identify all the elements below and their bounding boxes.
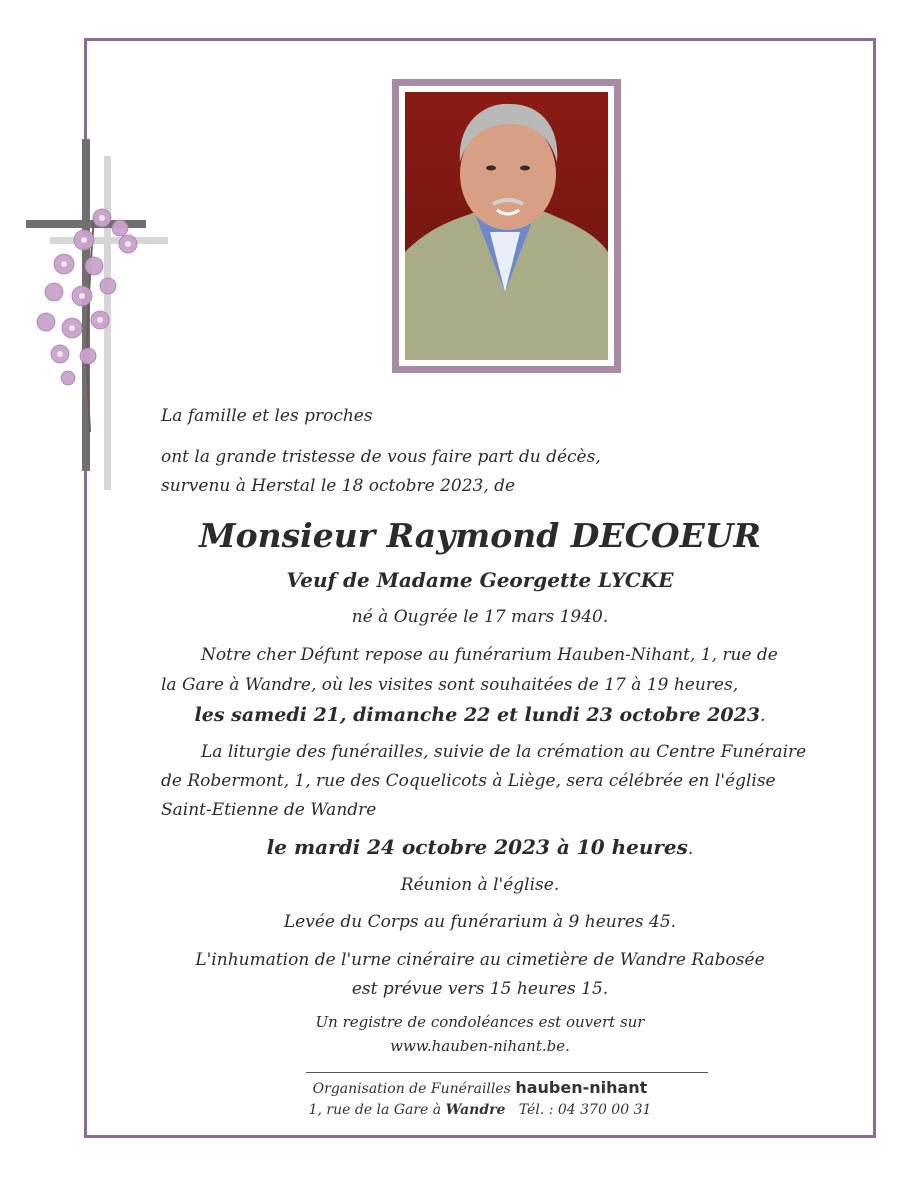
footer-phone: Tél. : 04 370 00 31 xyxy=(518,1102,652,1118)
reunion-info: Réunion à l'église. xyxy=(400,875,560,895)
ceremony-line-1: La liturgie des funérailles, suivie de la crémation au Centre Funéraire xyxy=(201,742,807,762)
visitation-line-2: la Gare à Wandre, où les visites sont souhaitées de 17 à 19 heures, xyxy=(161,675,739,695)
visitation-dates-line: les samedi 21, dimanche 22 et lundi 23 octobre 2023. xyxy=(194,704,766,726)
footer-address-line: 1, rue de la Gare à Wandre Tél. : 04 370 00 31 xyxy=(308,1102,652,1118)
levee-info: Levée du Corps au funérarium à 9 heures 45. xyxy=(283,912,677,932)
cross-with-orchids-icon xyxy=(24,136,174,496)
birth-info: né à Ougrée le 17 mars 1940. xyxy=(351,607,609,627)
ceremony-date-line: le mardi 24 octobre 2023 à 10 heures. xyxy=(266,835,694,859)
widow-of: Veuf de Madame Georgette LYCKE xyxy=(286,568,674,592)
ceremony-date: le mardi 24 octobre 2023 à 10 heures xyxy=(266,835,688,859)
portrait-frame xyxy=(392,79,621,373)
ceremony-line-2: de Robermont, 1, rue des Coquelicots à Liège, sera célébrée en l'église xyxy=(161,771,776,791)
registry-line: Un registre de condoléances est ouvert sur xyxy=(315,1013,645,1031)
portrait-photo xyxy=(405,92,608,360)
footer-divider xyxy=(306,1072,708,1073)
inhumation-line-2: est prévue vers 15 heures 15. xyxy=(351,979,609,999)
brand-logo: hauben-nihant xyxy=(515,1078,648,1097)
visitation-dates: les samedi 21, dimanche 22 et lundi 23 octobre 2023 xyxy=(194,704,761,726)
registry-url[interactable]: www.hauben-nihant.be. xyxy=(390,1037,570,1055)
intro-line-3: survenu à Herstal le 18 octobre 2023, de xyxy=(161,476,516,496)
visitation-line-1: Notre cher Défunt repose au funérarium Hauben-Nihant, 1, rue de xyxy=(201,645,778,665)
ceremony-line-3: Saint-Etienne de Wandre xyxy=(161,800,377,820)
intro-line-1: La famille et les proches xyxy=(161,406,373,426)
inhumation-line-1: L'inhumation de l'urne cinéraire au cimetière de Wandre Rabosée xyxy=(195,950,765,970)
footer-org-line: Organisation de Funérailles hauben-nihant xyxy=(312,1078,648,1097)
intro-line-2: ont la grande tristesse de vous faire part du décès, xyxy=(161,447,601,467)
deceased-name: Monsieur Raymond DECOEUR xyxy=(199,516,761,555)
